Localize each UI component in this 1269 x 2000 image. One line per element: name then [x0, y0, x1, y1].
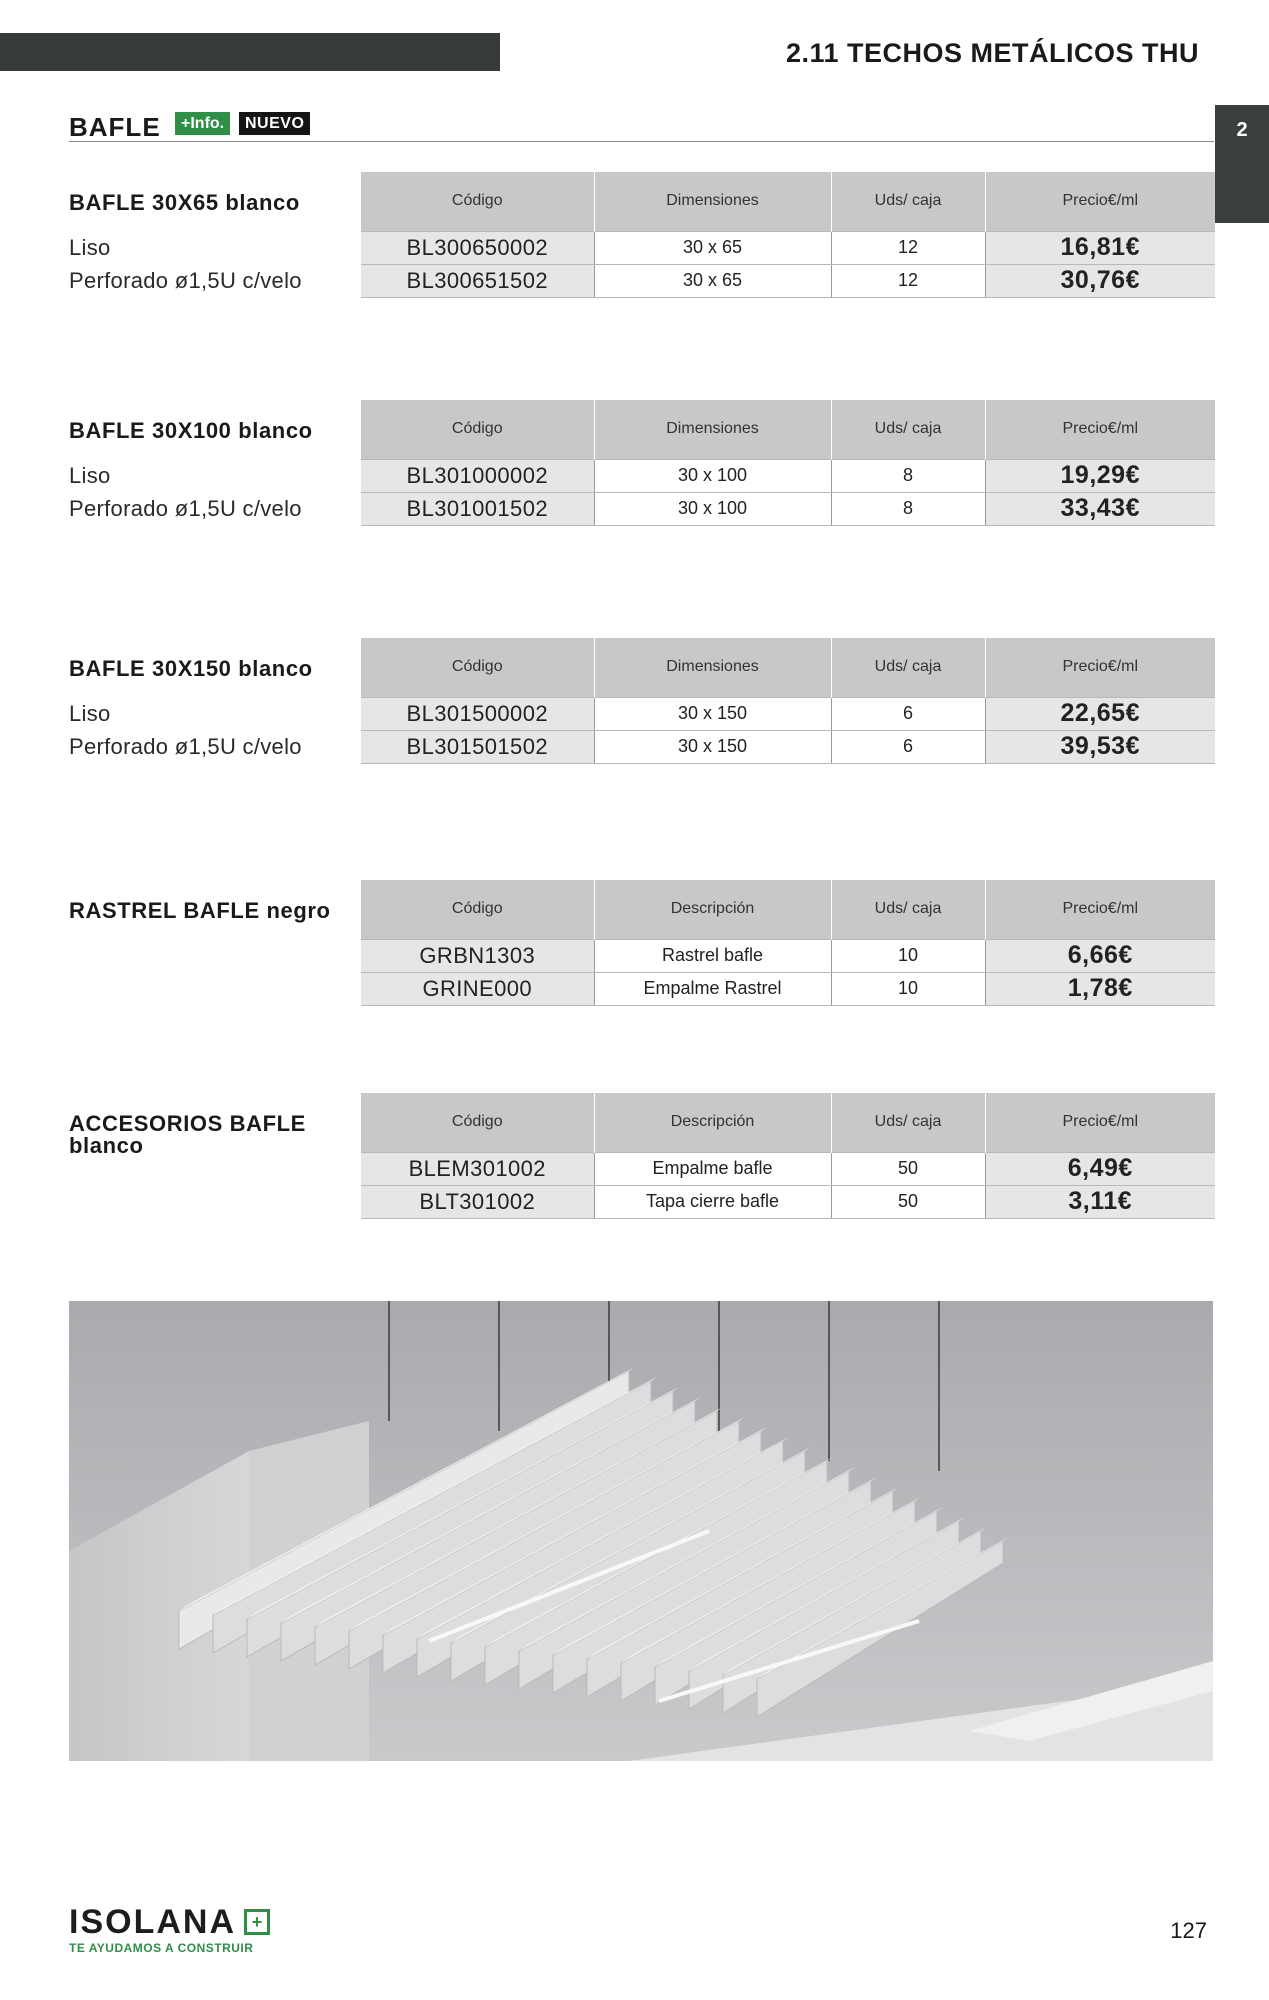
- units-per-box: 10: [831, 972, 985, 1005]
- product-name: BAFLE 30X100 blanco: [69, 418, 313, 443]
- section-header: [69, 108, 1214, 142]
- unit-price: 6,49€: [985, 1152, 1215, 1185]
- column-header: Dimensiones: [594, 400, 831, 459]
- column-header: Descripción: [594, 1093, 831, 1152]
- column-header: Uds/ caja: [831, 172, 985, 231]
- table-row: [361, 264, 1215, 297]
- table-row: [361, 1185, 1215, 1218]
- product-code: BL301501502: [361, 730, 594, 763]
- product-description: Empalme Rastrel: [594, 972, 831, 1005]
- unit-price: 39,53€: [985, 730, 1215, 763]
- units-per-box: 6: [831, 697, 985, 730]
- table-row: [361, 697, 1215, 730]
- column-header: Código: [361, 172, 594, 231]
- logo-tagline: TE AYUDAMOS A CONSTRUIR: [69, 1941, 254, 1955]
- product-variant: Perforado ø1,5U c/velo: [69, 734, 302, 759]
- company-logo: [69, 1905, 270, 1955]
- product-description: 30 x 150: [594, 730, 831, 763]
- units-per-box: 10: [831, 939, 985, 972]
- product-variant: Liso: [69, 701, 111, 726]
- price-table: [361, 1093, 1215, 1219]
- product-name: BAFLE 30X65 blanco: [69, 190, 300, 215]
- product-description: 30 x 65: [594, 231, 831, 264]
- table-row: [361, 492, 1215, 525]
- product-code: BL301000002: [361, 459, 594, 492]
- column-header: Dimensiones: [594, 638, 831, 697]
- product-description: 30 x 100: [594, 459, 831, 492]
- product-code: BLEM301002: [361, 1152, 594, 1185]
- product-description: 30 x 150: [594, 697, 831, 730]
- table-row: [361, 231, 1215, 264]
- column-header: Precio€/ml: [985, 638, 1215, 697]
- product-code: BLT301002: [361, 1185, 594, 1218]
- product-description: 30 x 65: [594, 264, 831, 297]
- info-badge[interactable]: +Info.: [175, 112, 230, 135]
- logo-text: ISOLANA: [69, 1903, 236, 1941]
- column-header: Uds/ caja: [831, 1093, 985, 1152]
- unit-price: 1,78€: [985, 972, 1215, 1005]
- units-per-box: 6: [831, 730, 985, 763]
- table-row: [361, 730, 1215, 763]
- table-row: [361, 459, 1215, 492]
- column-header: Precio€/ml: [985, 400, 1215, 459]
- product-name: ACCESORIOS BAFLE blanco: [69, 1111, 306, 1158]
- units-per-box: 8: [831, 492, 985, 525]
- logo-mark-icon: +: [244, 1909, 270, 1935]
- column-header: Dimensiones: [594, 172, 831, 231]
- price-table: [361, 172, 1215, 298]
- product-variant: Liso: [69, 235, 111, 260]
- product-code: BL301500002: [361, 697, 594, 730]
- product-code: BL300651502: [361, 264, 594, 297]
- price-table: [361, 880, 1215, 1006]
- chapter-tab: 2: [1215, 105, 1269, 223]
- product-code: GRINE000: [361, 972, 594, 1005]
- units-per-box: 50: [831, 1152, 985, 1185]
- page-number: 127: [1170, 1918, 1207, 1943]
- column-header: Precio€/ml: [985, 880, 1215, 939]
- column-header: Uds/ caja: [831, 638, 985, 697]
- column-header: Uds/ caja: [831, 880, 985, 939]
- product-description: Empalme bafle: [594, 1152, 831, 1185]
- table-row: [361, 972, 1215, 1005]
- price-table: [361, 638, 1215, 764]
- column-header: Uds/ caja: [831, 400, 985, 459]
- product-description: Tapa cierre bafle: [594, 1185, 831, 1218]
- product-name: BAFLE 30X150 blanco: [69, 656, 313, 681]
- unit-price: 6,66€: [985, 939, 1215, 972]
- header-bar: [0, 33, 500, 71]
- product-variant: Perforado ø1,5U c/velo: [69, 268, 302, 293]
- column-header: Código: [361, 638, 594, 697]
- units-per-box: 50: [831, 1185, 985, 1218]
- unit-price: 22,65€: [985, 697, 1215, 730]
- unit-price: 33,43€: [985, 492, 1215, 525]
- column-header: Código: [361, 400, 594, 459]
- product-code: BL300650002: [361, 231, 594, 264]
- product-code: GRBN1303: [361, 939, 594, 972]
- column-header: Precio€/ml: [985, 172, 1215, 231]
- product-name: RASTREL BAFLE negro: [69, 898, 331, 923]
- product-description: Rastrel bafle: [594, 939, 831, 972]
- column-header: Código: [361, 880, 594, 939]
- units-per-box: 8: [831, 459, 985, 492]
- table-row: [361, 1152, 1215, 1185]
- table-row: [361, 939, 1215, 972]
- page-title: 2.11 TECHOS METÁLICOS THU: [785, 38, 1199, 68]
- column-header: Código: [361, 1093, 594, 1152]
- product-description: 30 x 100: [594, 492, 831, 525]
- price-table: [361, 400, 1215, 526]
- product-variant: Liso: [69, 463, 111, 488]
- product-code: BL301001502: [361, 492, 594, 525]
- product-photo: [69, 1301, 1213, 1761]
- unit-price: 19,29€: [985, 459, 1215, 492]
- new-badge: NUEVO: [239, 112, 310, 135]
- unit-price: 3,11€: [985, 1185, 1215, 1218]
- column-header: Descripción: [594, 880, 831, 939]
- units-per-box: 12: [831, 264, 985, 297]
- section-title: BAFLE: [69, 112, 161, 142]
- unit-price: 16,81€: [985, 231, 1215, 264]
- units-per-box: 12: [831, 231, 985, 264]
- product-variant: Perforado ø1,5U c/velo: [69, 496, 302, 521]
- unit-price: 30,76€: [985, 264, 1215, 297]
- column-header: Precio€/ml: [985, 1093, 1215, 1152]
